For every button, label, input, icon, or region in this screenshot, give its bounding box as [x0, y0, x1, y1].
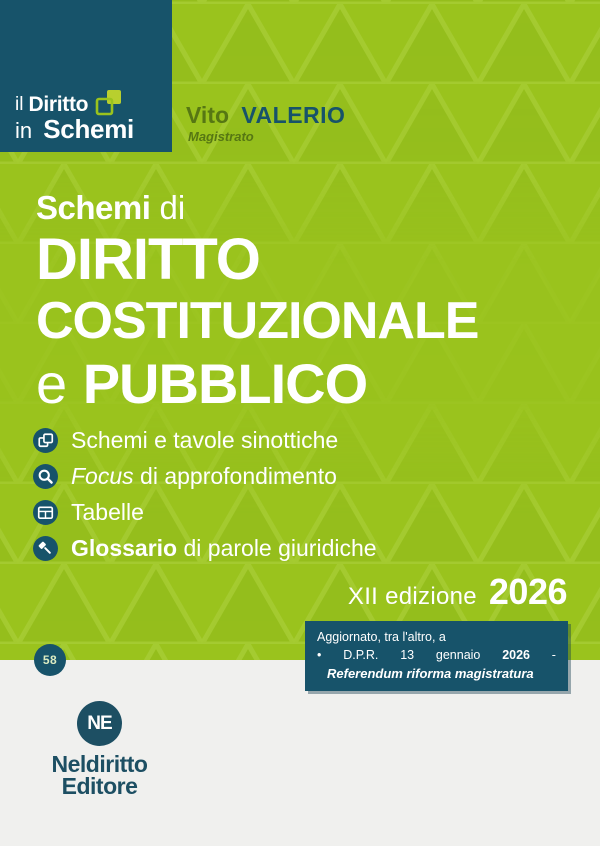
book-title	[36, 188, 478, 415]
author-name	[186, 104, 345, 127]
author-block	[186, 104, 345, 143]
publisher-monogram-icon: NE	[77, 701, 122, 746]
spine-number-badge	[34, 644, 66, 676]
publisher-block	[27, 701, 172, 797]
publisher-name	[52, 753, 148, 797]
update-month: gennaio	[435, 648, 481, 662]
series-logo-il: il	[15, 94, 24, 115]
update-intro: Aggiornato, tra l'altro, a	[317, 630, 446, 644]
title-intro	[36, 188, 478, 228]
feature-item-tabelle	[33, 499, 377, 526]
overlapping-squares-icon	[33, 428, 58, 453]
author-last-name: VALERIO	[241, 102, 346, 128]
series-logo-line2	[15, 116, 172, 144]
title-intro-bold: Schemi	[36, 189, 151, 226]
update-referendum: Referendum riforma magistratura	[327, 666, 534, 681]
edition-label: XII edizione	[347, 583, 477, 610]
feature-item-schemi	[33, 427, 377, 454]
series-logo-box	[0, 0, 172, 152]
publisher-name-line2: Editore	[61, 773, 138, 799]
edition-year: 2026	[488, 571, 567, 612]
update-year: 2026	[502, 648, 530, 662]
overlapping-squares-logo-icon	[94, 88, 124, 118]
update-reference-line	[317, 647, 556, 663]
feature-item-focus	[33, 463, 377, 490]
feature-list	[33, 427, 377, 562]
author-role: Magistrato	[188, 129, 254, 144]
title-line-pubblico	[36, 352, 478, 415]
spine-number: 58	[42, 653, 58, 667]
feature-label: Focus di approfondimento	[71, 463, 337, 489]
title-pubblico-bold: PUBBLICO	[82, 352, 368, 415]
feature-item-glossario	[33, 535, 377, 562]
magnifier-icon	[33, 464, 58, 489]
edition-line	[348, 571, 567, 613]
update-day: 13	[400, 648, 415, 662]
bullet-glyph: •	[317, 648, 322, 662]
feature-label: Schemi e tavole sinottiche	[71, 427, 339, 453]
feature-label: Glossario di parole giuridiche	[71, 535, 377, 561]
title-line-costituzionale: COSTITUZIONALE	[36, 292, 479, 350]
update-dpr: D.P.R.	[343, 648, 379, 662]
publisher-name-line1: Neldiritto	[51, 751, 148, 777]
table-icon	[33, 500, 58, 525]
series-logo-diritto: Diritto	[28, 93, 89, 116]
feature-label: Tabelle	[71, 499, 144, 525]
title-e-prefix: e	[36, 352, 83, 415]
series-logo-schemi: Schemi	[43, 114, 134, 144]
title-line-diritto: DIRITTO	[36, 227, 260, 292]
author-first-name: Vito	[186, 102, 230, 128]
update-info-box	[305, 621, 568, 691]
series-logo-in: in	[15, 118, 33, 143]
title-intro-rest: di	[150, 189, 186, 226]
series-logo-line1	[15, 86, 172, 116]
update-dash: -	[551, 648, 556, 662]
gavel-icon	[33, 536, 58, 561]
